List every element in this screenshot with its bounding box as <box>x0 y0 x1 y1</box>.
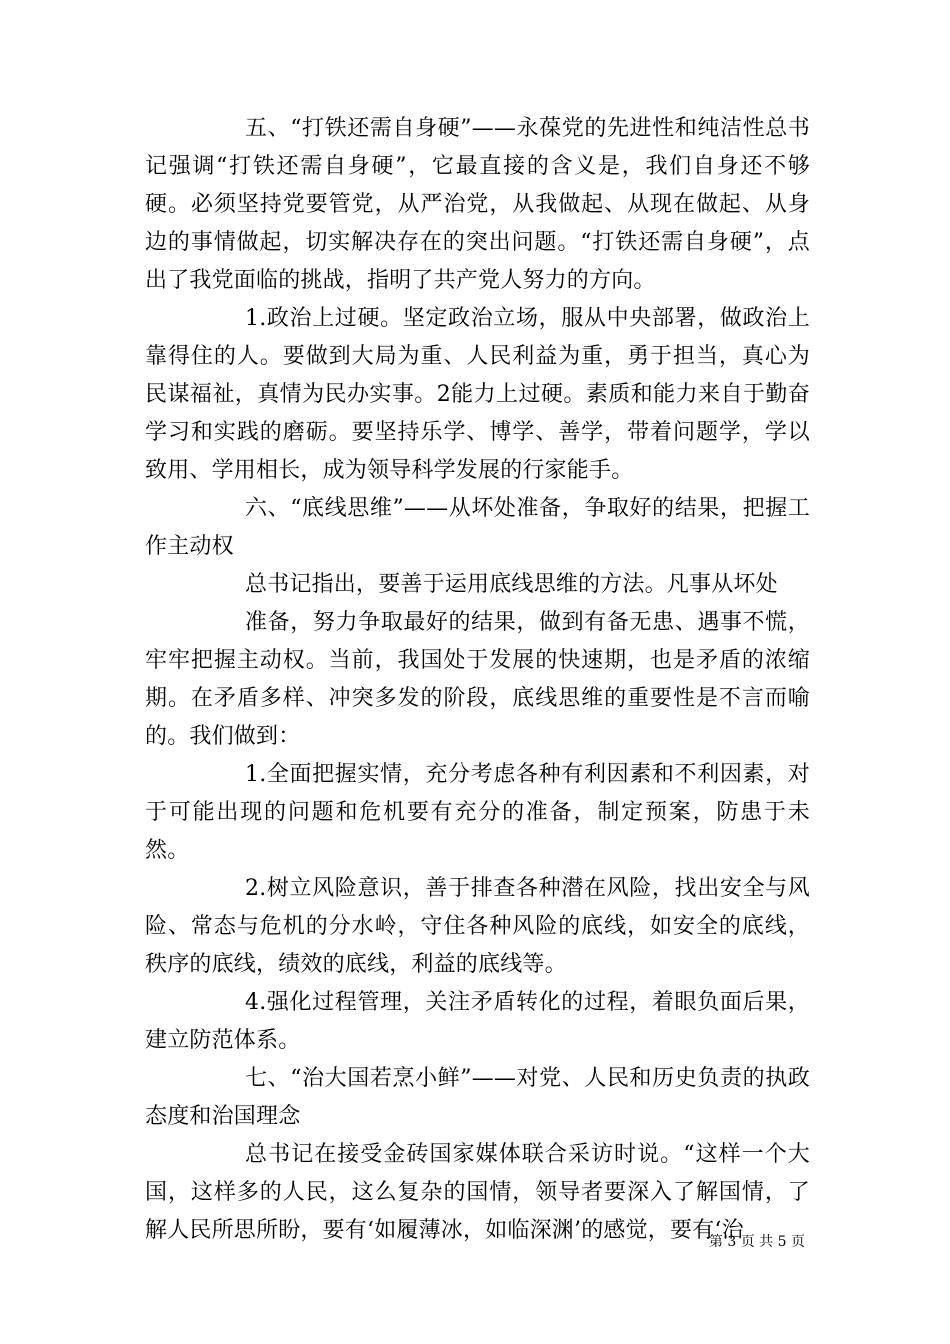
paragraph-bottom-line-body: 准备，努力争取最好的结果，做到有备无患、遇事不慌，牢牢把握主动权。当前，我国处于发展的快速期，也是矛盾的浓缩期。在矛盾多样、冲突多发的阶段，底线思维的重要性是不言而喻的。我们做到： <box>145 610 810 749</box>
paragraph-bottom-line-intro: 总书记指出，要善于运用底线思维的方法。凡事从坏处 <box>245 572 778 597</box>
paragraph-political-ability: 1.政治上过硬。坚定政治立场，服从中央部署，做政治上靠得住的人。要做到大局为重、人民利益为重，勇于担当，真心为民谋福祉，真情为民办实事。2能力上过硬。素质和能力来自于勤奋学习和实践的磨砺。要坚持乐学、博学、善学，带着问题学，学以致用、学用相长，成为领导科学发展的行家能手。 <box>145 306 810 483</box>
list-item-1: 1.全面把握实情，充分考虑各种有利因素和不利因素，对于可能出现的问题和危机要有充分的准备，制定预案，防患于未然。 <box>145 762 810 863</box>
document-body <box>145 110 810 1250</box>
page-number-footer: 第 3 页 共 5 页 <box>708 1234 805 1250</box>
list-item-4: 4.强化过程管理，关注矛盾转化的过程，着眼负面后果，建立防范体系。 <box>145 990 810 1053</box>
list-item-2: 2.树立风险意识，善于排查各种潜在风险，找出安全与风险、常态与危机的分水岭，守住各种风险的底线，如安全的底线，秩序的底线，绩效的底线，利益的底线等。 <box>145 876 810 977</box>
paragraph-section-seven-body: 总书记在接受金砖国家媒体联合采访时说。“这样一个大国，这样多的人民，这么复杂的国情，领导者要深入了解国情，了解人民所思所盼，要有‘如履薄冰，如临深渊’的感觉，要有‘治 <box>145 1142 810 1243</box>
paragraph-section-five: 五、“打铁还需自身硬”——永葆党的先进性和纯洁性总书记强调“打铁还需自身硬”，它最直接的含义是，我们自身还不够硬。必须坚持党要管党，从严治党，从我做起、从现在做起、从身边的事情做起，切实解决存在的突出问题。“打铁还需自身硬”，点出了我党面临的挑战，指明了共产党人努力的方向。 <box>145 116 810 293</box>
heading-section-seven: 七、“治大国若烹小鲜”——对党、人民和历史负责的执政态度和治国理念 <box>145 1066 810 1129</box>
heading-section-six: 六、“底线思维”——从坏处准备，争取好的结果，把握工作主动权 <box>145 496 810 559</box>
